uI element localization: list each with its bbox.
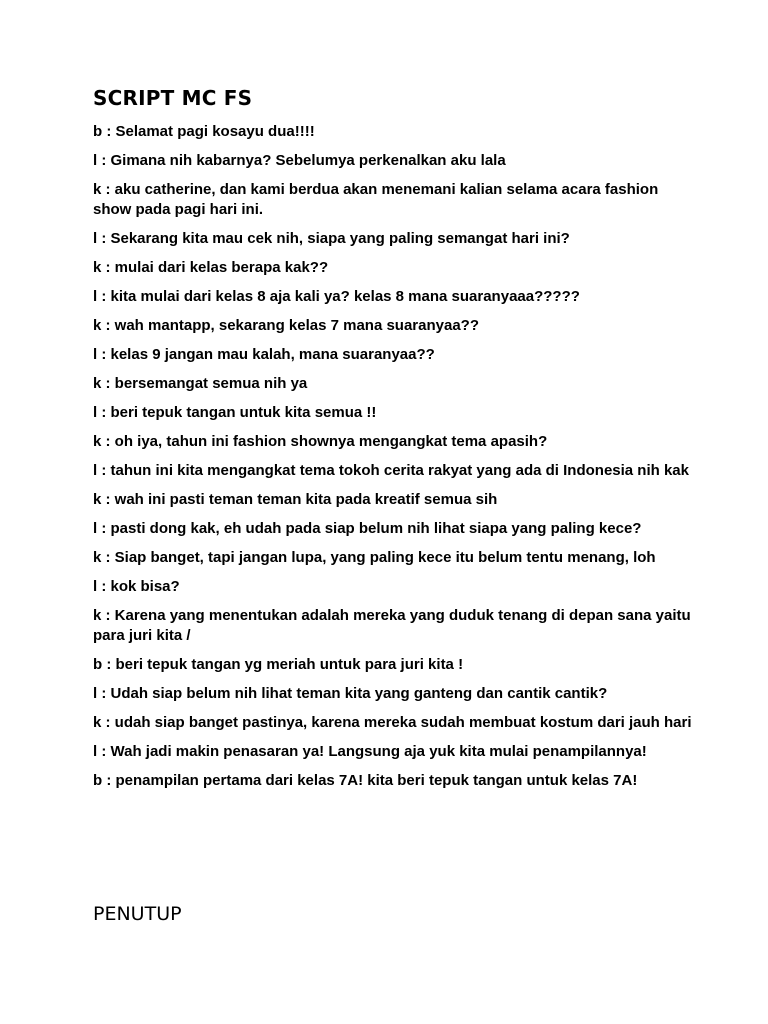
script-line: l : kita mulai dari kelas 8 aja kali ya? kelas 8 mana suaranyaaa????? bbox=[93, 288, 580, 305]
script-line: k : mulai dari kelas berapa kak?? bbox=[93, 259, 329, 276]
script-line: l : Sekarang kita mau cek nih, siapa yang paling semangat hari ini? bbox=[93, 230, 570, 247]
script-line: k : wah ini pasti teman teman kita pada kreatif semua sih bbox=[93, 491, 498, 508]
script-line: b : Selamat pagi kosayu dua!!!! bbox=[93, 123, 315, 140]
closing-section-heading: PENUTUP bbox=[93, 903, 182, 925]
script-line: k : Siap banget, tapi jangan lupa, yang paling kece itu belum tentu menang, loh bbox=[93, 549, 656, 566]
script-line: l : kelas 9 jangan mau kalah, mana suaranyaa?? bbox=[93, 346, 435, 363]
script-line: k : udah siap banget pastinya, karena mereka sudah membuat kostum dari jauh hari bbox=[93, 714, 692, 731]
script-line: k : bersemangat semua nih ya bbox=[93, 375, 308, 392]
script-line: k : Karena yang menentukan adalah mereka yang duduk tenang di depan sana yaitu para juri kita / bbox=[93, 607, 691, 644]
script-line: l : kok bisa? bbox=[93, 578, 180, 595]
script-line: l : Wah jadi makin penasaran ya! Langsung aja yuk kita mulai penampilannya! bbox=[93, 743, 647, 760]
script-line: b : beri tepuk tangan yg meriah untuk para juri kita ! bbox=[93, 656, 464, 673]
script-line: l : Udah siap belum nih lihat teman kita yang ganteng dan cantik cantik? bbox=[93, 685, 608, 702]
script-line: l : pasti dong kak, eh udah pada siap belum nih lihat siapa yang paling kece? bbox=[93, 520, 642, 537]
script-line: l : tahun ini kita mengangkat tema tokoh cerita rakyat yang ada di Indonesia nih kak bbox=[93, 462, 689, 479]
script-line: k : wah mantapp, sekarang kelas 7 mana suaranyaa?? bbox=[93, 317, 480, 334]
script-line: l : Gimana nih kabarnya? Sebelumya perkenalkan aku lala bbox=[93, 152, 506, 169]
script-line: l : beri tepuk tangan untuk kita semua !! bbox=[93, 404, 377, 421]
script-line: k : aku catherine, dan kami berdua akan menemani kalian selama acara fashion show pada pagi hari ini. bbox=[93, 181, 659, 218]
script-line: k : oh iya, tahun ini fashion shownya mengangkat tema apasih? bbox=[93, 433, 548, 450]
script-line: b : penampilan pertama dari kelas 7A! kita beri tepuk tangan untuk kelas 7A! bbox=[93, 772, 638, 789]
document-title: SCRIPT MC FS bbox=[93, 86, 253, 110]
script-body bbox=[93, 122, 693, 800]
